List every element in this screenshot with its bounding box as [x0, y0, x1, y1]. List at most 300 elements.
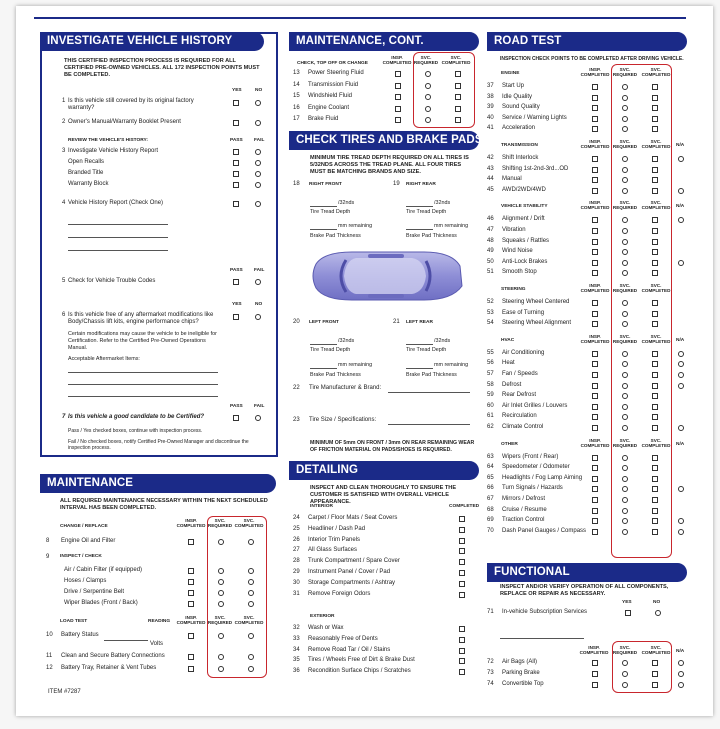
warranty-block-pass-checkbox[interactable]	[233, 182, 239, 188]
exterior-item-36	[293, 668, 443, 679]
lr-tread-line[interactable]	[406, 344, 433, 345]
detail-completed-col: COMPLETED	[449, 504, 480, 509]
item-label: Recondition Surface Chips / Scratches	[308, 668, 411, 675]
road-62-checkbox-2[interactable]	[652, 425, 658, 431]
q3-fail-radio[interactable]	[255, 149, 261, 155]
mc-15-checkbox-0[interactable]	[395, 94, 401, 100]
rr-tread-line[interactable]	[406, 206, 433, 207]
item-number: 51	[487, 269, 494, 276]
func-72-radio-1[interactable]	[622, 660, 628, 666]
road-40-checkbox-2[interactable]	[652, 116, 658, 122]
road-70-checkbox-0[interactable]	[592, 529, 598, 535]
tire-21-num: 21	[393, 319, 400, 325]
road-50-checkbox-0[interactable]	[592, 260, 598, 266]
fail-label: FAIL	[254, 138, 265, 143]
road-57-radio-1[interactable]	[622, 372, 628, 378]
road-item-65	[487, 475, 597, 486]
q4-fail-radio[interactable]	[255, 201, 261, 207]
maint-7-radio-2[interactable]	[248, 666, 254, 672]
road-38-checkbox-2[interactable]	[652, 95, 658, 101]
road-54-checkbox-2[interactable]	[652, 321, 658, 327]
road-57-checkbox-0[interactable]	[592, 372, 598, 378]
road-56-checkbox-2[interactable]	[652, 361, 658, 367]
road-50-checkbox-2[interactable]	[652, 260, 658, 266]
road-63-checkbox-0[interactable]	[592, 455, 598, 461]
q4-row: 4 Vehicle History Report (Check One)	[62, 200, 164, 206]
road-svc_req-col: SVC. REQUIRED	[612, 200, 638, 211]
item-number: 48	[487, 237, 494, 244]
road-40-radio-1[interactable]	[622, 116, 628, 122]
top-rule	[34, 17, 686, 19]
q5-fail-radio[interactable]	[255, 279, 261, 285]
item-number: 60	[487, 402, 494, 409]
item-label: Carpet / Floor Mats / Seat Covers	[308, 515, 398, 521]
road-61-checkbox-2[interactable]	[652, 414, 658, 420]
item-label: AWD/2WD/4WD	[502, 186, 546, 193]
maint-3-radio-1[interactable]	[218, 590, 224, 596]
mc-14-checkbox-2[interactable]	[455, 83, 461, 89]
road-52-radio-1[interactable]	[622, 300, 628, 306]
road-55-checkbox-2[interactable]	[652, 351, 658, 357]
road-insp-col: INSP. COMPLETED	[580, 437, 610, 448]
maint-0-checkbox-0[interactable]	[188, 539, 194, 545]
road-42-radio-3[interactable]	[678, 156, 684, 162]
item-label: Headlights / Fog Lamp Aiming	[502, 474, 583, 481]
maintenance-header: MAINTENANCE	[40, 474, 276, 493]
road-48-checkbox-2[interactable]	[652, 239, 658, 245]
ext-34-checkbox-0[interactable]	[459, 648, 465, 654]
road-37-checkbox-2[interactable]	[652, 84, 658, 90]
item-label: Power Steering Fluid	[308, 70, 364, 76]
road-51-checkbox-0[interactable]	[592, 270, 598, 276]
ext-32-checkbox-0[interactable]	[459, 626, 465, 632]
func-73-radio-1[interactable]	[622, 671, 628, 677]
road-60-checkbox-0[interactable]	[592, 404, 598, 410]
road-62-checkbox-0[interactable]	[592, 425, 598, 431]
lf-tread-line[interactable]	[310, 344, 337, 345]
mc-16-radio-1[interactable]	[425, 106, 431, 112]
rf-mm: mm remaining	[338, 223, 373, 229]
history-line-3[interactable]	[68, 250, 168, 251]
road-70-checkbox-2[interactable]	[652, 529, 658, 535]
item-label: Sound Quality	[502, 104, 540, 111]
int-29-checkbox-0[interactable]	[459, 570, 465, 576]
road-41-checkbox-2[interactable]	[652, 126, 658, 132]
item-number: 44	[487, 176, 494, 183]
item-number: 39	[487, 104, 494, 111]
road-52-checkbox-0[interactable]	[592, 300, 598, 306]
road-svc_req-col: SVC. REQUIRED	[612, 67, 638, 78]
rf-tread-label: Tire Tread Depth	[310, 209, 351, 215]
road-60-radio-1[interactable]	[622, 404, 628, 410]
road-37-radio-1[interactable]	[622, 84, 628, 90]
road-67-checkbox-2[interactable]	[652, 497, 658, 503]
road-62-radio-3[interactable]	[678, 425, 684, 431]
q2-no-radio[interactable]	[255, 120, 261, 126]
item-label: Trunk Compartment / Spare Cover	[308, 558, 400, 565]
maint-svc-comp-col-2: SVC. COMPLETED	[234, 615, 264, 626]
item-label: Anti-Lock Brakes	[502, 258, 548, 265]
item-label: Vibration	[502, 227, 526, 233]
item-number: 25	[293, 525, 300, 532]
road-42-checkbox-2[interactable]	[652, 156, 658, 162]
maint-6-radio-1[interactable]	[218, 654, 224, 660]
mc-17-checkbox-2[interactable]	[455, 117, 461, 123]
maint-3-radio-2[interactable]	[248, 590, 254, 596]
road-43-checkbox-2[interactable]	[652, 167, 658, 173]
func-72-checkbox-2[interactable]	[652, 660, 658, 666]
subscription-no-radio[interactable]	[655, 610, 661, 616]
road-48-radio-1[interactable]	[622, 239, 628, 245]
road-58-radio-3[interactable]	[678, 383, 684, 389]
mc-15-radio-1[interactable]	[425, 94, 431, 100]
road-57-checkbox-2[interactable]	[652, 372, 658, 378]
maint-5-radio-1[interactable]	[218, 633, 224, 639]
road-47-checkbox-2[interactable]	[652, 228, 658, 234]
road-69-checkbox-0[interactable]	[592, 518, 598, 524]
item-label: Acceleration	[502, 125, 536, 132]
check-top-label: CHECK, TOP OFF OR CHANGE	[297, 61, 368, 66]
road-svc_comp-col: SVC. COMPLETED	[641, 437, 671, 448]
item-number: 72	[487, 659, 494, 665]
q1-yes-checkbox[interactable]	[233, 100, 239, 106]
maint-0-radio-1[interactable]	[218, 539, 224, 545]
item-label: Rear Defrost	[502, 392, 537, 399]
road-group-label: HVAC	[501, 337, 515, 343]
ext-36-checkbox-0[interactable]	[459, 669, 465, 675]
history-line-1[interactable]	[68, 224, 168, 225]
mc-15-checkbox-2[interactable]	[455, 94, 461, 100]
item-label: Air Inlet Grilles / Louvers	[502, 402, 568, 409]
item-label: Fan / Speeds	[502, 371, 538, 377]
item-number: 35	[293, 657, 300, 664]
road-62-radio-1[interactable]	[622, 425, 628, 431]
road-69-checkbox-2[interactable]	[652, 518, 658, 524]
maint-5-radio-2[interactable]	[248, 633, 254, 639]
item-number: 63	[487, 453, 494, 460]
road-42-radio-1[interactable]	[622, 156, 628, 162]
road-55-radio-3[interactable]	[678, 351, 684, 357]
q2-yes-checkbox[interactable]	[233, 120, 239, 126]
maint-2-radio-1[interactable]	[218, 579, 224, 585]
road-50-radio-3[interactable]	[678, 260, 684, 266]
road-54-checkbox-0[interactable]	[592, 321, 598, 327]
road-38-radio-1[interactable]	[622, 95, 628, 101]
maint-6-checkbox-0[interactable]	[188, 654, 194, 660]
item-number: 73	[487, 670, 494, 676]
road-60-checkbox-2[interactable]	[652, 404, 658, 410]
aftermarket-line-2[interactable]	[68, 384, 218, 385]
subscription-line[interactable]	[500, 638, 584, 639]
manufacturer-label: Tire Manufacturer & Brand:	[309, 385, 382, 391]
func-72-checkbox-0[interactable]	[592, 660, 598, 666]
road-44-checkbox-0[interactable]	[592, 177, 598, 183]
mc-16-checkbox-2[interactable]	[455, 106, 461, 112]
int-27-checkbox-0[interactable]	[459, 548, 465, 554]
road-43-radio-1[interactable]	[622, 167, 628, 173]
road-45-radio-3[interactable]	[678, 188, 684, 194]
rr-brake-line[interactable]	[406, 229, 433, 230]
open-recalls-fail-radio[interactable]	[255, 160, 261, 166]
lr-nds: /32nds	[434, 338, 451, 344]
road-45-checkbox-2[interactable]	[652, 188, 658, 194]
aftermarket-line-3[interactable]	[68, 396, 218, 397]
road-45-checkbox-0[interactable]	[592, 188, 598, 194]
road-70-radio-3[interactable]	[678, 529, 684, 535]
mc-16-checkbox-0[interactable]	[395, 106, 401, 112]
maint-item-hoses: Hoses / Clamps	[64, 578, 107, 584]
road-67-radio-1[interactable]	[622, 497, 628, 503]
item-number: 33	[293, 635, 300, 642]
item-number: 17	[293, 116, 300, 122]
maint-4-radio-2[interactable]	[248, 601, 254, 607]
road-item-47	[487, 227, 597, 238]
road-63-radio-1[interactable]	[622, 455, 628, 461]
road-53-radio-1[interactable]	[622, 311, 628, 317]
maint-7-radio-1[interactable]	[218, 666, 224, 672]
road-68-checkbox-0[interactable]	[592, 508, 598, 514]
item-number: 69	[487, 517, 494, 524]
rf-brake-label: Brake Pad Thickness	[310, 233, 361, 239]
road-55-radio-1[interactable]	[622, 351, 628, 357]
road-52-checkbox-2[interactable]	[652, 300, 658, 306]
func-73-radio-3[interactable]	[678, 671, 684, 677]
road-39-checkbox-0[interactable]	[592, 105, 598, 111]
maintenance-intro: ALL REQUIRED MAINTENANCE NECESSARY WITHIN THE NEXT SCHEDULED INTERVAL HAS BEEN COMPLETED.	[60, 498, 268, 511]
road-58-checkbox-2[interactable]	[652, 383, 658, 389]
road-57-radio-3[interactable]	[678, 372, 684, 378]
mc-13-checkbox-2[interactable]	[455, 71, 461, 77]
road-47-radio-1[interactable]	[622, 228, 628, 234]
maint-item-wipers: Wiper Blades (Front / Back)	[64, 600, 138, 606]
func-insp-col: INSP. COMPLETED	[579, 645, 609, 656]
func-72-radio-3[interactable]	[678, 660, 684, 666]
item-label: Convertible Top	[502, 681, 544, 687]
item-label: Squeaks / Rattles	[502, 237, 550, 244]
road-item-61	[487, 413, 597, 424]
q5-pass-checkbox[interactable]	[233, 279, 239, 285]
int-28-checkbox-0[interactable]	[459, 559, 465, 565]
road-item-53	[487, 310, 597, 321]
item-label: Mirrors / Defrost	[502, 496, 546, 502]
q6-no-radio[interactable]	[255, 314, 261, 320]
int-31-checkbox-0[interactable]	[459, 592, 465, 598]
func-73-checkbox-0[interactable]	[592, 671, 598, 677]
lr-brake-label: Brake Pad Thickness	[406, 372, 457, 378]
road-58-radio-1[interactable]	[622, 383, 628, 389]
rf-brake-line[interactable]	[310, 229, 337, 230]
left-front-label: LEFT FRONT	[309, 320, 339, 325]
road-66-checkbox-0[interactable]	[592, 486, 598, 492]
road-49-checkbox-2[interactable]	[652, 249, 658, 255]
func-74-checkbox-0[interactable]	[592, 682, 598, 688]
lf-nds: /32nds	[338, 338, 355, 344]
item-label: Reasonably Free of Dents	[308, 635, 378, 642]
road-61-checkbox-0[interactable]	[592, 414, 598, 420]
item-label: Windshield Fluid	[308, 93, 353, 99]
warranty-block-fail-radio[interactable]	[255, 182, 261, 188]
q1-no-radio[interactable]	[255, 100, 261, 106]
ext-35-checkbox-0[interactable]	[459, 658, 465, 664]
road-46-checkbox-2[interactable]	[652, 217, 658, 223]
road-42-checkbox-0[interactable]	[592, 156, 598, 162]
road-39-checkbox-2[interactable]	[652, 105, 658, 111]
right-rear-label: RIGHT REAR	[406, 182, 436, 187]
road-49-checkbox-0[interactable]	[592, 249, 598, 255]
road-item-55	[487, 350, 597, 361]
road-51-checkbox-2[interactable]	[652, 270, 658, 276]
road-insp-col: INSP. COMPLETED	[580, 67, 610, 78]
int-26-checkbox-0[interactable]	[459, 538, 465, 544]
road-40-checkbox-0[interactable]	[592, 116, 598, 122]
branded-title-pass-checkbox[interactable]	[233, 171, 239, 177]
item-number: 14	[293, 81, 300, 88]
lr-brake-line[interactable]	[406, 368, 433, 369]
road-37-checkbox-0[interactable]	[592, 84, 598, 90]
battery-reading-line[interactable]	[104, 640, 148, 641]
maint-0-radio-2[interactable]	[248, 539, 254, 545]
road-group-label: VEHICLE STABILITY	[501, 204, 548, 210]
road-48-checkbox-0[interactable]	[592, 239, 598, 245]
fail-label-3: FAIL	[254, 404, 265, 409]
road-53-checkbox-0[interactable]	[592, 311, 598, 317]
road-50-radio-1[interactable]	[622, 260, 628, 266]
road-56-checkbox-0[interactable]	[592, 361, 598, 367]
road-59-checkbox-2[interactable]	[652, 393, 658, 399]
road-64-checkbox-0[interactable]	[592, 465, 598, 471]
branded-title-fail-radio[interactable]	[255, 171, 261, 177]
maint-required-highlight	[207, 516, 267, 678]
road-70-radio-1[interactable]	[622, 529, 628, 535]
yes-label: YES	[232, 88, 242, 93]
item-label: Instrument Panel / Cover / Pad	[308, 569, 391, 575]
maint-1-radio-1[interactable]	[218, 568, 224, 574]
road-63-checkbox-2[interactable]	[652, 455, 658, 461]
int-24-checkbox-0[interactable]	[459, 516, 465, 522]
mc-14-checkbox-0[interactable]	[395, 83, 401, 89]
func-74-radio-1[interactable]	[622, 682, 628, 688]
item-label: Tires / Wheels Free of Dirt & Brake Dust	[308, 657, 415, 664]
road-59-checkbox-0[interactable]	[592, 393, 598, 399]
road-64-checkbox-2[interactable]	[652, 465, 658, 471]
aftermarket-line-1[interactable]	[68, 372, 218, 373]
road-43-checkbox-0[interactable]	[592, 167, 598, 173]
road-na-col: N/A	[676, 337, 685, 343]
road-65-checkbox-0[interactable]	[592, 476, 598, 482]
mc-14-radio-1[interactable]	[425, 83, 431, 89]
maint-item-10: 10 Battery Status	[46, 632, 99, 638]
road-66-checkbox-2[interactable]	[652, 486, 658, 492]
lf-brake-line[interactable]	[310, 368, 337, 369]
open-recalls-pass-checkbox[interactable]	[233, 160, 239, 166]
item-label: All Glass Surfaces	[308, 547, 358, 554]
road-insp-col: INSP. COMPLETED	[580, 333, 610, 344]
road-svc_req-col: SVC. REQUIRED	[612, 139, 638, 150]
q3-pass-checkbox[interactable]	[233, 149, 239, 155]
road-38-checkbox-0[interactable]	[592, 95, 598, 101]
maint-2-checkbox-0[interactable]	[188, 579, 194, 585]
rf-tread-line[interactable]	[310, 206, 337, 207]
road-65-radio-1[interactable]	[622, 476, 628, 482]
func-item-72	[487, 659, 597, 670]
q6-yes-checkbox[interactable]	[233, 314, 239, 320]
size-line[interactable]	[388, 424, 470, 425]
q7-pass-checkbox[interactable]	[233, 415, 239, 421]
road-group-label: ENGINE	[501, 71, 520, 76]
manufacturer-line[interactable]	[388, 392, 470, 393]
maint-1-radio-2[interactable]	[248, 568, 254, 574]
road-44-checkbox-2[interactable]	[652, 177, 658, 183]
maint-3-checkbox-0[interactable]	[188, 590, 194, 596]
subscription-yes-checkbox[interactable]	[625, 610, 631, 616]
maint-4-radio-1[interactable]	[218, 601, 224, 607]
item-number: 32	[293, 625, 300, 631]
func-74-radio-3[interactable]	[678, 682, 684, 688]
maint-1-checkbox-0[interactable]	[188, 568, 194, 574]
maint-2-radio-2[interactable]	[248, 579, 254, 585]
interior-item-29	[293, 569, 443, 580]
change-replace-label: CHANGE / REPLACE	[60, 524, 108, 529]
maint-6-radio-2[interactable]	[248, 654, 254, 660]
maint-4-checkbox-0[interactable]	[188, 601, 194, 607]
road-item-52	[487, 299, 597, 310]
item-number: 52	[487, 299, 494, 305]
mc-13-radio-1[interactable]	[425, 71, 431, 77]
maint-5-checkbox-0[interactable]	[188, 633, 194, 639]
road-58-checkbox-0[interactable]	[592, 383, 598, 389]
func-73-checkbox-2[interactable]	[652, 671, 658, 677]
item-label: Ease of Turning	[502, 309, 545, 316]
q4-pass-checkbox[interactable]	[233, 201, 239, 207]
q7-fail-radio[interactable]	[255, 415, 261, 421]
int-30-checkbox-0[interactable]	[459, 581, 465, 587]
road-65-checkbox-2[interactable]	[652, 476, 658, 482]
road-insp-col: INSP. COMPLETED	[580, 283, 610, 294]
item-label: Parking Brake	[502, 670, 540, 676]
item-number: 26	[293, 536, 300, 543]
func-required-highlight	[612, 641, 672, 693]
road-item-70	[487, 528, 597, 539]
mc-17-checkbox-0[interactable]	[395, 117, 401, 123]
inspect-check-label: 9 INSPECT / CHECK	[46, 554, 102, 560]
q7-row: 7 Is this vehicle a good candidate to be Certified?	[62, 414, 205, 420]
road-41-checkbox-0[interactable]	[592, 126, 598, 132]
road-67-checkbox-0[interactable]	[592, 497, 598, 503]
item-number: 30	[293, 579, 300, 586]
history-line-2[interactable]	[68, 237, 168, 238]
interior-item-25	[293, 526, 443, 537]
int-25-checkbox-0[interactable]	[459, 527, 465, 533]
item-label: Service / Warning Lights	[502, 114, 567, 121]
road-46-checkbox-0[interactable]	[592, 217, 598, 223]
ext-33-checkbox-0[interactable]	[459, 637, 465, 643]
road-55-checkbox-0[interactable]	[592, 351, 598, 357]
interior-item-30	[293, 580, 443, 591]
road-68-radio-1[interactable]	[622, 508, 628, 514]
road-68-checkbox-2[interactable]	[652, 508, 658, 514]
road-53-checkbox-2[interactable]	[652, 311, 658, 317]
item-label: Wipers (Front / Rear)	[502, 453, 559, 460]
road-45-radio-1[interactable]	[622, 188, 628, 194]
item-label: Heat	[502, 360, 515, 367]
mc-13-checkbox-0[interactable]	[395, 71, 401, 77]
mc-17-radio-1[interactable]	[425, 117, 431, 123]
maint-7-checkbox-0[interactable]	[188, 666, 194, 672]
func-na-col: N/A	[676, 649, 685, 654]
func-74-checkbox-2[interactable]	[652, 682, 658, 688]
road-47-checkbox-0[interactable]	[592, 228, 598, 234]
item-label: Turn Signals / Hazards	[502, 485, 563, 492]
